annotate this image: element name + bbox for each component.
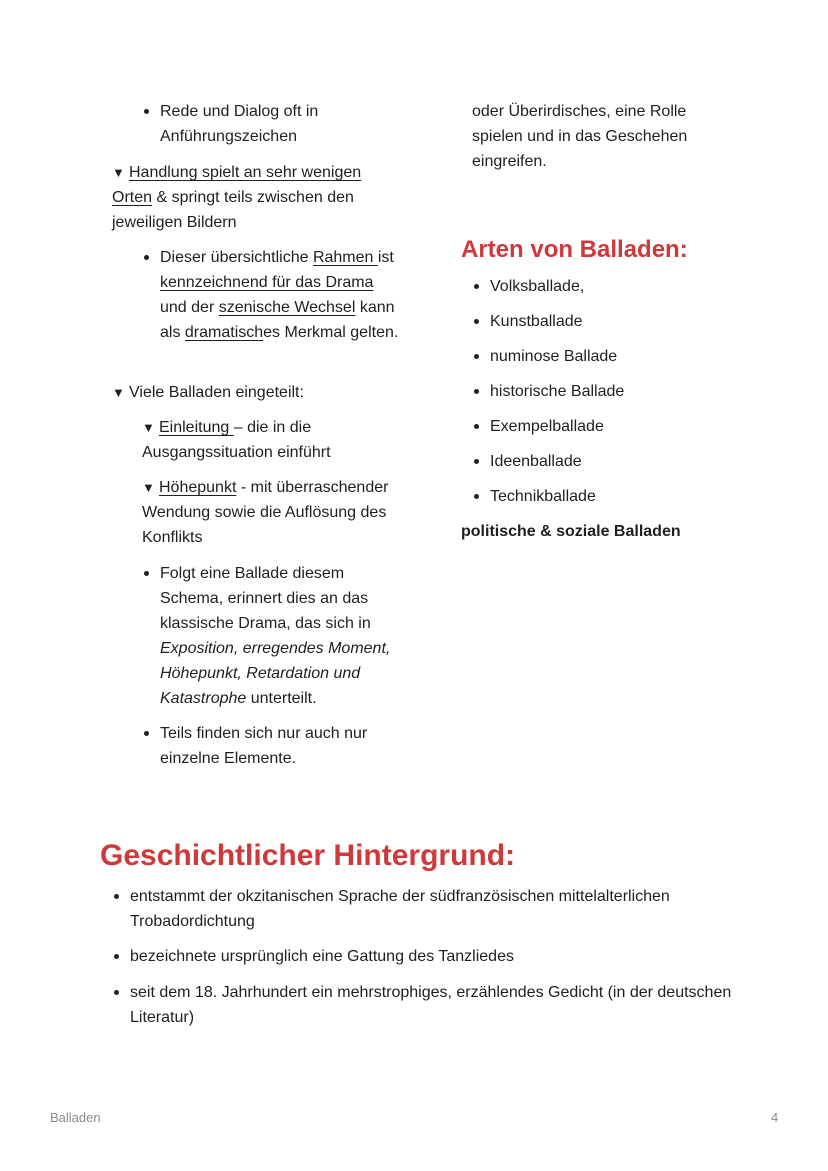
triangle-icon: ▼	[142, 480, 155, 495]
list-item: bezeichnete ursprünglich eine Gattung des Tanzliedes	[112, 944, 732, 969]
triangle-icon: ▼	[112, 385, 125, 400]
schema-list	[142, 561, 392, 771]
list-item: Ideenballade	[472, 449, 752, 474]
hoehepunkt-underlined: Höhepunkt	[159, 479, 237, 496]
list-item: Technikballade	[472, 484, 752, 509]
footer-title: Balladen	[50, 1110, 101, 1125]
list-item: Teils finden sich nur auch nur einzelne Elemente.	[142, 721, 392, 771]
list-item: Rede und Dialog oft in Anführungszeichen	[142, 99, 372, 149]
rahmen-text-4: kann als	[160, 299, 395, 341]
rahmen-underline-3: szenische Wechsel	[218, 299, 356, 316]
rahmen-underline-2: kennzeichnend für das Drama	[160, 274, 374, 291]
hoehepunkt-item	[142, 475, 397, 550]
hoehepunkt-rest: - mit überraschender Wendung sowie die Auflösung des Konflikts	[142, 479, 389, 546]
handlung-underlined: Handlung spielt an sehr wenigen Orten	[112, 164, 362, 206]
viele-item	[112, 380, 402, 405]
rahmen-underline-4: dramatisch	[184, 324, 264, 341]
geschichte-heading: Geschichtlicher Hintergrund:	[100, 839, 516, 872]
list-item: historische Ballade	[472, 379, 752, 404]
list-item: Volksballade,	[472, 274, 752, 299]
handlung-item	[112, 160, 402, 235]
politische-label: politische & soziale Balladen	[461, 523, 681, 540]
einleitung-rest: – die in die Ausgangssituation einführt	[142, 419, 331, 461]
schema-text-1: Folgt eine Ballade diesem Schema, erinnert dies an das klassische Drama, das sich in	[160, 565, 371, 632]
schema-italic: Exposition, erregendes Moment, Höhepunkt, Retardation und Katastrophe	[160, 640, 391, 707]
schema-text-2: unterteilt.	[246, 690, 317, 707]
einleitung-item	[142, 415, 357, 465]
rahmen-text-5: es Merkmal gelten.	[263, 324, 399, 341]
list-item	[142, 561, 392, 711]
einleitung-underlined: Einleitung	[159, 419, 234, 436]
triangle-icon: ▼	[112, 165, 125, 180]
list-item: entstammt der okzitanischen Sprache der südfranzösischen mittelalterlichen Trobadordichtung	[112, 884, 732, 934]
triangle-icon: ▼	[142, 420, 155, 435]
viele-text: Viele Balladen eingeteilt:	[129, 384, 304, 401]
rahmen-text-3: und der	[160, 299, 219, 316]
list-item: numinose Ballade	[472, 344, 752, 369]
arten-heading: Arten von Balladen:	[461, 236, 688, 263]
arten-list	[472, 274, 752, 509]
rahmen-list	[142, 245, 402, 345]
list-item: Kunstballade	[472, 309, 752, 334]
page-number: 4	[771, 1110, 779, 1125]
rahmen-underline-1: Rahmen	[312, 249, 378, 266]
rahmen-text-1: Dieser übersichtliche	[160, 249, 313, 266]
geschichte-list	[112, 884, 732, 1030]
list-item: Exempelballade	[472, 414, 752, 439]
list-item	[142, 245, 402, 345]
speech-list	[142, 99, 372, 149]
right-continuation: oder Überirdisches, eine Rolle spielen und in das Geschehen eingreifen.	[472, 103, 688, 170]
list-item: seit dem 18. Jahrhundert ein mehrstrophiges, erzählendes Gedicht (in der deutschen Literatur)	[112, 980, 732, 1030]
handlung-rest: & springt teils zwischen den jeweiligen Bildern	[112, 189, 354, 231]
rahmen-text-2: ist	[377, 249, 394, 266]
